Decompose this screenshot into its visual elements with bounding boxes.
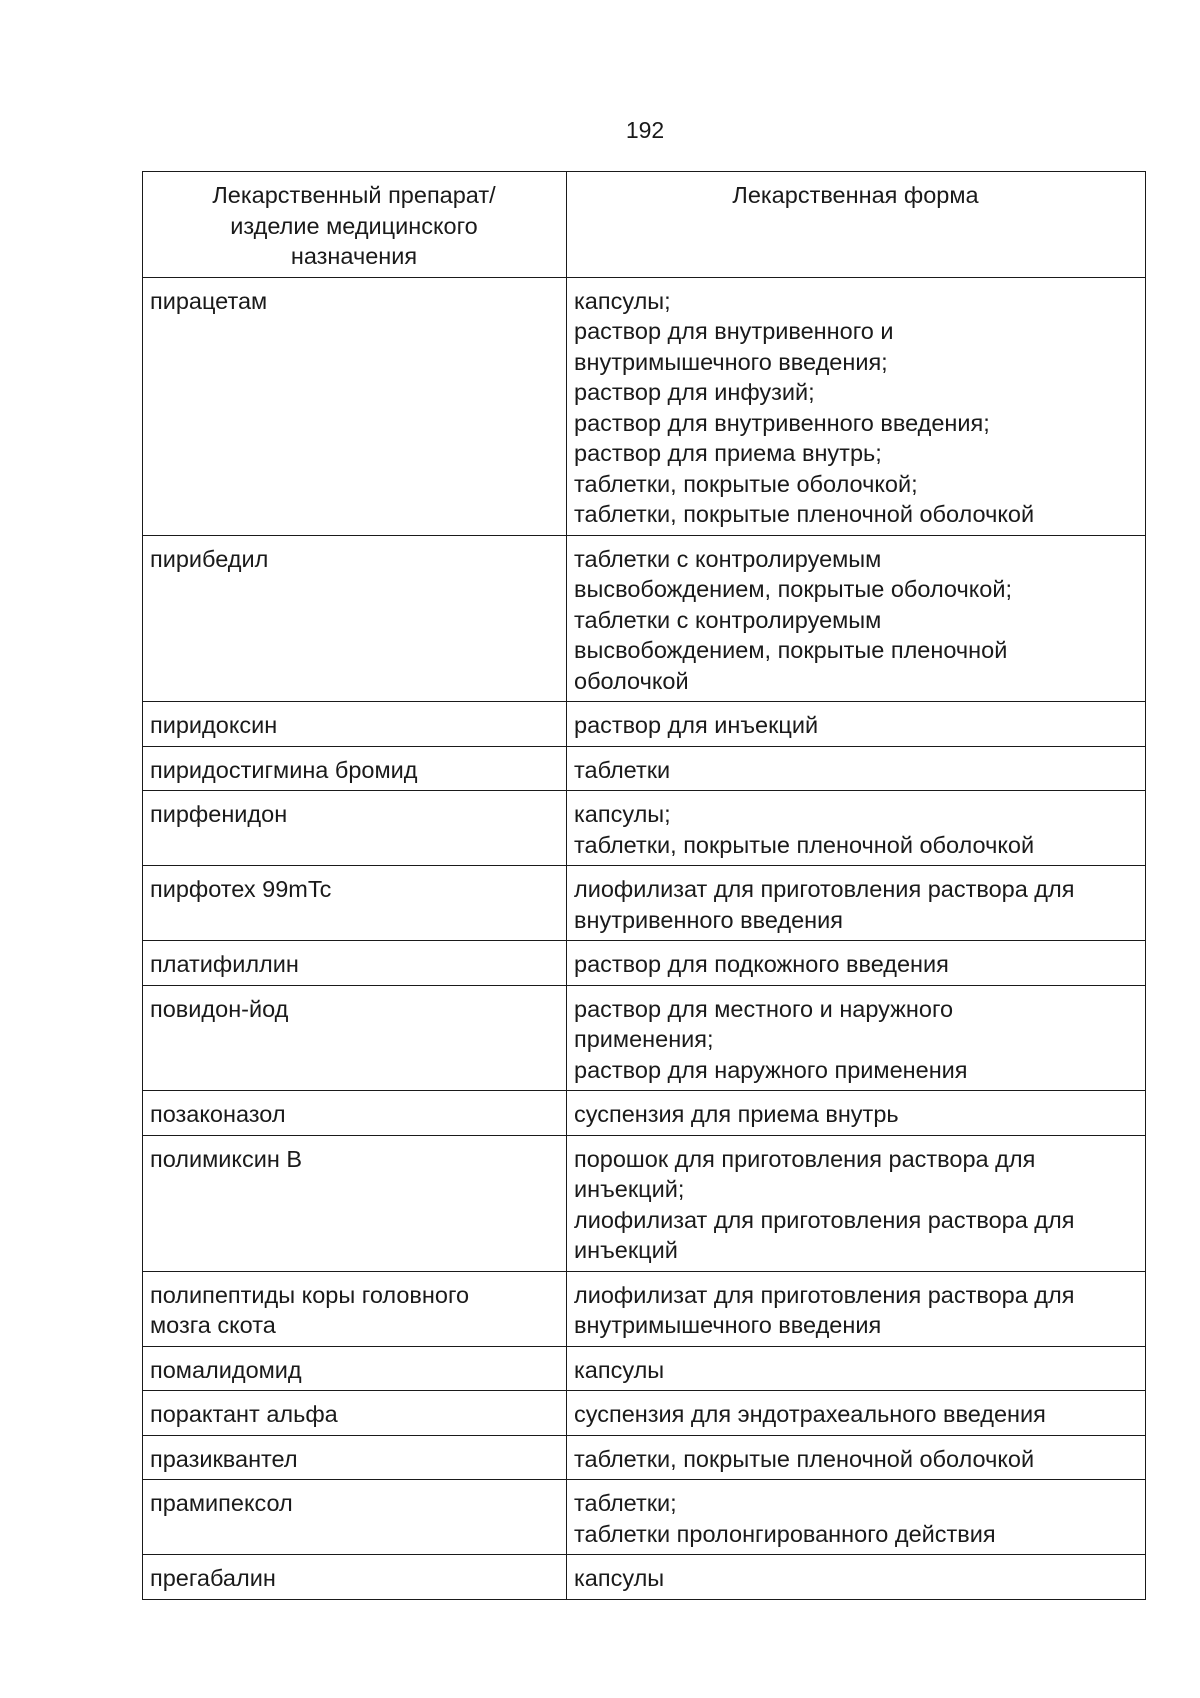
drug-name-cell xyxy=(143,941,567,986)
dosage-form: суспензия для приема внутрь xyxy=(574,1101,899,1127)
drug-name: мозга скота xyxy=(150,1312,276,1338)
header-line: Лекарственная форма xyxy=(732,182,979,208)
table-row xyxy=(143,277,1146,535)
dosage-form-cell xyxy=(567,277,1146,535)
dosage-form-cell xyxy=(567,985,1146,1091)
dosage-form: капсулы; xyxy=(574,801,671,827)
drug-name-cell xyxy=(143,791,567,866)
drug-name: позаконазол xyxy=(150,1101,286,1127)
drug-name: пиридостигмина бромид xyxy=(150,756,418,783)
header-form xyxy=(567,172,1146,278)
dosage-form: таблетки xyxy=(574,756,671,783)
header-drug xyxy=(143,172,567,278)
table-row xyxy=(143,1555,1146,1600)
dosage-form-cell xyxy=(567,1435,1146,1480)
dosage-form: таблетки, покрытые пленочной оболочкой xyxy=(574,1445,1035,1472)
drug-name: пиридоксин xyxy=(150,712,278,738)
page-number: 192 xyxy=(625,117,665,143)
dosage-form: таблетки пролонгированного действия xyxy=(574,1520,996,1547)
drug-name-cell xyxy=(143,1346,567,1391)
dosage-form-cell xyxy=(567,535,1146,702)
dosage-form: раствор для приема внутрь; xyxy=(574,440,882,466)
drug-name-cell xyxy=(143,277,567,535)
table-row xyxy=(143,746,1146,791)
dosage-form: высвобождением, покрытые пленочной xyxy=(574,637,1008,663)
dosage-form-cell xyxy=(567,746,1146,791)
drug-name-cell xyxy=(143,1435,567,1480)
dosage-form: лиофилизат для приготовления раствора для xyxy=(574,1206,1075,1233)
table-row xyxy=(143,1135,1146,1271)
dosage-form: высвобождением, покрытые оболочкой; xyxy=(574,576,1012,602)
dosage-form: инъекций; xyxy=(574,1176,685,1202)
table-row xyxy=(143,866,1146,941)
dosage-form: капсулы xyxy=(574,1565,665,1591)
dosage-form: раствор для инъекций xyxy=(574,712,819,738)
drug-name-cell xyxy=(143,985,567,1091)
drug-name: пирфенидон xyxy=(150,801,288,827)
dosage-form: внутримышечного введения xyxy=(574,1312,882,1338)
table-row xyxy=(143,985,1146,1091)
drug-name-cell xyxy=(143,1135,567,1271)
drug-name-cell xyxy=(143,1555,567,1600)
dosage-form: таблетки, покрытые пленочной оболочкой xyxy=(574,501,1035,527)
header-line: изделие медицинского xyxy=(230,212,478,239)
drug-name: прамипексол xyxy=(150,1490,293,1516)
dosage-form: применения; xyxy=(574,1026,714,1052)
dosage-form-cell xyxy=(567,1271,1146,1346)
table-row xyxy=(143,535,1146,702)
drug-name: платифиллин xyxy=(150,951,299,977)
dosage-form-cell xyxy=(567,1346,1146,1391)
table-row xyxy=(143,941,1146,986)
table-header-row xyxy=(143,172,1146,278)
header-line: Лекарственный препарат/ xyxy=(212,182,496,208)
drug-name: порактант альфа xyxy=(150,1401,338,1427)
dosage-form: раствор для внутривенного и xyxy=(574,318,894,344)
drug-name-cell xyxy=(143,1091,567,1136)
table-row xyxy=(143,1391,1146,1436)
drug-name-cell xyxy=(143,866,567,941)
dosage-form-cell xyxy=(567,866,1146,941)
header-line: назначения xyxy=(290,243,418,269)
drug-name-cell xyxy=(143,1480,567,1555)
dosage-form: таблетки; xyxy=(574,1490,677,1516)
drug-name-cell xyxy=(143,1391,567,1436)
drug-name-cell xyxy=(143,702,567,747)
dosage-form: таблетки, покрытые оболочкой; xyxy=(574,470,918,497)
drug-name: полимиксин B xyxy=(150,1145,303,1172)
dosage-form: внутривенного введения xyxy=(574,906,844,933)
dosage-form: внутримышечного введения; xyxy=(574,348,888,375)
dosage-form: капсулы; xyxy=(574,287,671,314)
dosage-form: суспензия для эндотрахеального введения xyxy=(574,1401,1046,1427)
dosage-form-cell xyxy=(567,791,1146,866)
dosage-form: порошок для приготовления раствора для xyxy=(574,1145,1036,1172)
drug-name-cell xyxy=(143,1271,567,1346)
drug-name: прегабалин xyxy=(150,1565,276,1591)
drug-name: пирибедил xyxy=(150,545,269,572)
dosage-form-cell xyxy=(567,1135,1146,1271)
drug-table xyxy=(142,171,1146,1600)
drug-name: помалидомид xyxy=(150,1356,302,1383)
dosage-form: лиофилизат для приготовления раствора для xyxy=(574,1281,1075,1308)
table-row xyxy=(143,1435,1146,1480)
dosage-form: раствор для наружного применения xyxy=(574,1056,968,1083)
table-row xyxy=(143,702,1146,747)
table-row xyxy=(143,791,1146,866)
dosage-form: инъекций xyxy=(574,1237,678,1263)
dosage-form: раствор для подкожного введения xyxy=(574,951,949,977)
table-row xyxy=(143,1480,1146,1555)
drug-name-cell xyxy=(143,535,567,702)
dosage-form: таблетки с контролируемым xyxy=(574,606,882,633)
table-row xyxy=(143,1091,1146,1136)
table-row xyxy=(143,1271,1146,1346)
drug-name: пирацетам xyxy=(150,287,268,314)
dosage-form: оболочкой xyxy=(574,667,689,694)
dosage-form-cell xyxy=(567,941,1146,986)
dosage-form: раствор для внутривенного введения; xyxy=(574,409,990,436)
drug-name-cell xyxy=(143,746,567,791)
dosage-form: таблетки, покрытые пленочной оболочкой xyxy=(574,831,1035,858)
table-body xyxy=(143,277,1146,1599)
dosage-form-cell xyxy=(567,1391,1146,1436)
dosage-form: лиофилизат для приготовления раствора для xyxy=(574,876,1075,902)
dosage-form: раствор для инфузий; xyxy=(574,379,815,405)
drug-name: повидон-йод xyxy=(150,995,289,1022)
dosage-form-cell xyxy=(567,1480,1146,1555)
drug-name: празиквантел xyxy=(150,1445,298,1472)
dosage-form: раствор для местного и наружного xyxy=(574,995,954,1022)
drug-name: полипептиды коры головного xyxy=(150,1281,470,1308)
dosage-form: капсулы xyxy=(574,1356,665,1383)
dosage-form-cell xyxy=(567,1555,1146,1600)
table-row xyxy=(143,1346,1146,1391)
dosage-form: таблетки с контролируемым xyxy=(574,545,882,572)
dosage-form-cell xyxy=(567,702,1146,747)
drug-name: пирфотех 99mTc xyxy=(150,876,332,902)
dosage-form-cell xyxy=(567,1091,1146,1136)
